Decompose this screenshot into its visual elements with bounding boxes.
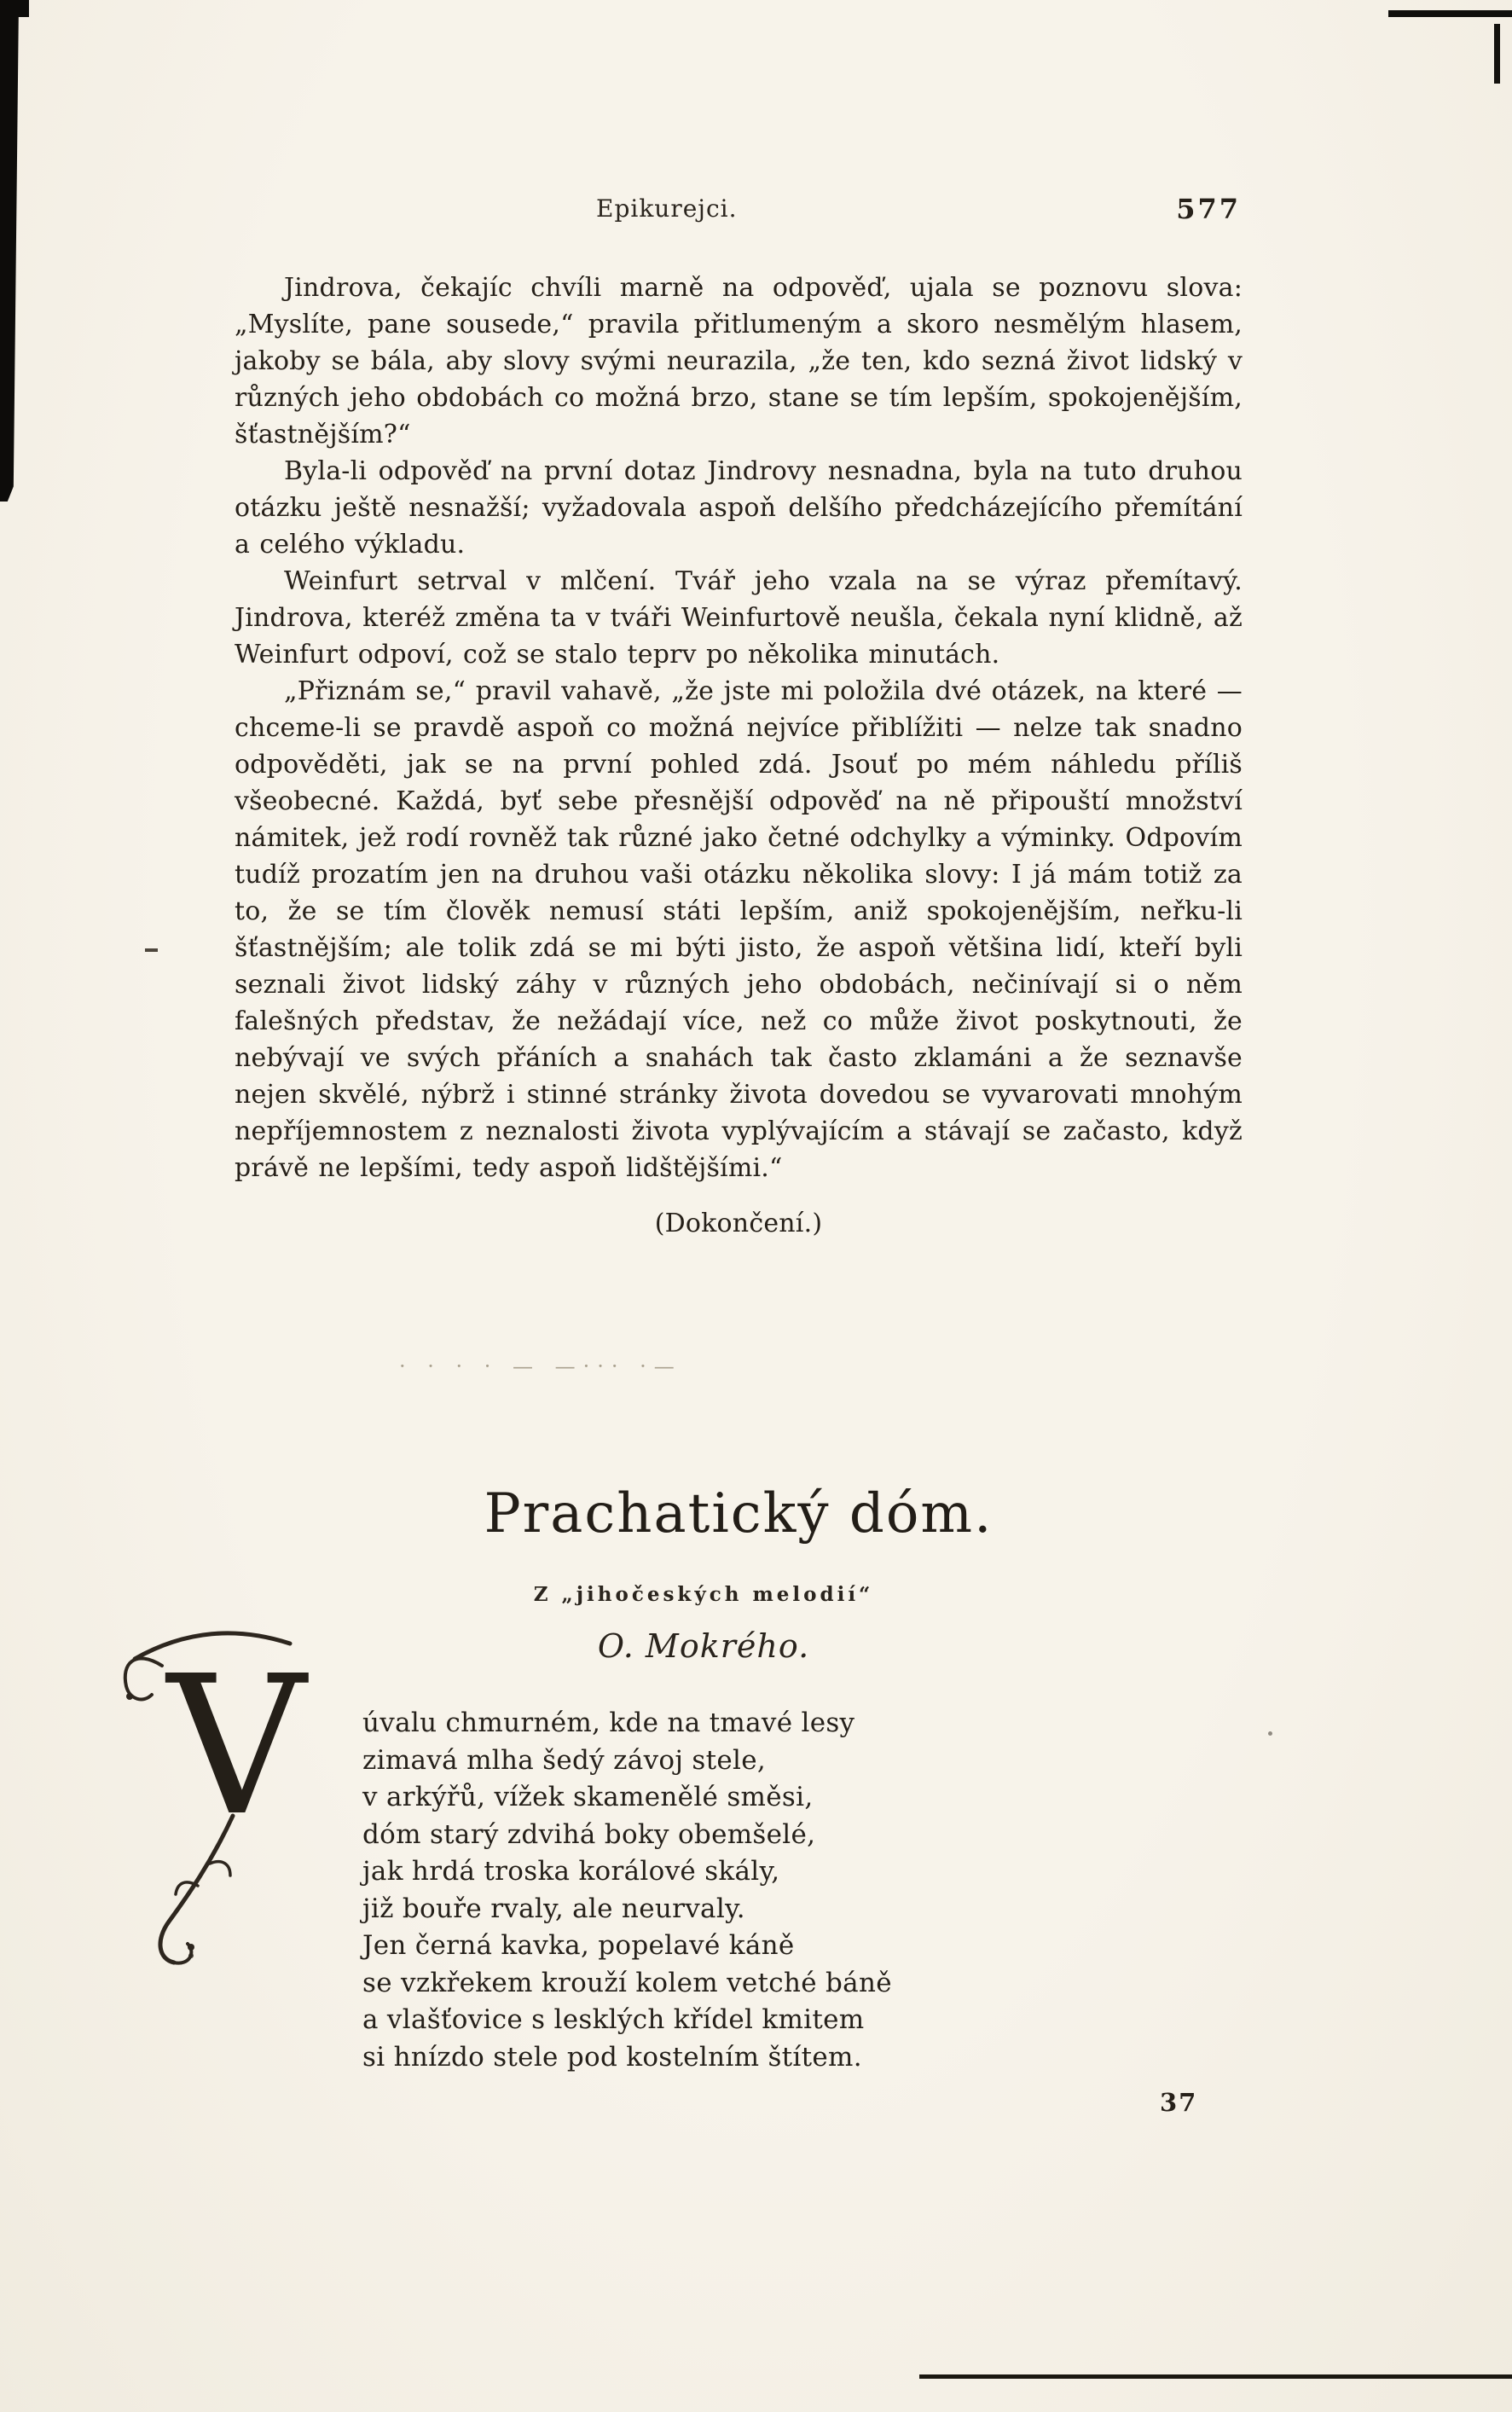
paragraph: Weinfurt setrval v mlčení. Tvář jeho vzala na se výraz přemítavý. Jindrova, kteréž změna ta v tváři Weinfurtově neušla, čekala nyní klidně, až Weinfurt odpoví, což se stalo teprv po několika minutách. — [235, 566, 1243, 670]
poem-line: Jen černá kavka, popelavé káně — [362, 1930, 795, 1961]
poem-line: si hnízdo stele pod kostelním štítem. — [362, 2041, 862, 2073]
initial-flourish-icon — [109, 1615, 339, 1973]
poem-line: zimavá mlha šedý závoj stele, — [362, 1744, 767, 1776]
drop-cap-initial — [109, 1615, 339, 1973]
scan-speck — [1268, 1731, 1272, 1736]
poem-subtitle: Z „jihočeských melodií“ — [533, 1583, 874, 1606]
article-text — [235, 270, 1243, 1242]
poem-line: dóm starý zdvihá boky obemšelé, — [362, 1818, 816, 1850]
scan-speck — [145, 948, 158, 952]
poem-line: se vzkřekem krouží kolem vetché báně — [362, 1967, 892, 1998]
paragraph: Byla-li odpověď na první dotaz Jindrovy nesnadna, byla na tuto druhou otázku ještě nesnažší; vyžadovala aspoň delšího předcházejícího přemítání a celého výkladu. — [235, 456, 1243, 560]
signature-number: 37 — [1160, 2088, 1198, 2117]
scan-artifact-bottom-line — [919, 2374, 1512, 2379]
running-head-title: Epikurejci. — [596, 194, 738, 223]
poem-title: Prachatický dóm. — [484, 1482, 994, 1545]
page-number: 577 — [1176, 193, 1241, 225]
scan-artifact-top-line — [1388, 10, 1512, 17]
poem-line: jak hrdá troska korálové skály, — [362, 1856, 780, 1887]
poem-line: a vlašťovice s lesklých křídel kmitem — [362, 2004, 865, 2035]
poem-body — [362, 1705, 892, 2076]
paragraph: Jindrova, čekajíc chvíli marně na odpověď, ujala se poznovu slova: „Myslíte, pane sousede,“ pravila přitlumeným a skoro nesmělým hlasem, jakoby se bála, aby slovy svými neurazila, „že ten, kdo sezná život lidský v různých jeho obdobách co možná brzo, stane se tím lepším, spokojenějším, šťastnějším?“ — [235, 273, 1243, 449]
poem-line: již bouře rvaly, ale neurvaly. — [362, 1893, 745, 1924]
scan-artifact-top-tick — [1494, 24, 1500, 84]
section-divider-ornament: · · · · — —··· ·— — [399, 1354, 682, 1378]
poem-line: úvalu chmurném, kde na tmavé lesy — [362, 1708, 855, 1738]
poem-line: v arkýřů, vížek skamenělé směsi, — [362, 1782, 814, 1812]
scan-artifact-corner — [0, 0, 29, 17]
running-head — [235, 193, 1241, 227]
poem-author: O. Mokrého. — [597, 1627, 810, 1665]
scan-artifact-left-bar — [0, 0, 19, 502]
closing-note: (Dokončení.) — [654, 1209, 823, 1238]
paragraph: „Přiznám se,“ pravil vahavě, „že jste mi položila dvé otázek, na které — chceme-li se pravdě aspoň co možná nejvíce přiblížiti — nelze tak snadno odpověděti, jak se na první pohled zdá. Jsouť po mém náhledu příliš všeobecné. Každá, byť sebe přesnější odpověď na ně připouští množství námitek, jež rodí rovněž tak různé jako četné odchylky a výminky. Odpovím tudíž prozatím jen na druhou vaši otázku několika slovy: I já mám totiž za to, že se tím člověk nemusí státi lepším, aniž spokojenějším, neřku-li šťastnějším; ale tolik zdá se mi býti jisto, že aspoň většina lidí, kteří byli seznali život lidský záhy v různých jeho obdobách, nečinívají si o něm falešných představ, že nežádají více, než co může život poskytnouti, že nebývají ve svých přáních a snahách tak často zklamáni a že seznavše nejen skvělé, nýbrž i stinné stránky života dovedou se vyvarovati mnohým nepříjemnostem z neznalosti života vyplývajícím a stávají se začasto, když právě ne lepšími, tedy aspoň lidštějšími.“ — [235, 676, 1243, 1183]
drop-cap-letter: V — [167, 1635, 306, 1858]
